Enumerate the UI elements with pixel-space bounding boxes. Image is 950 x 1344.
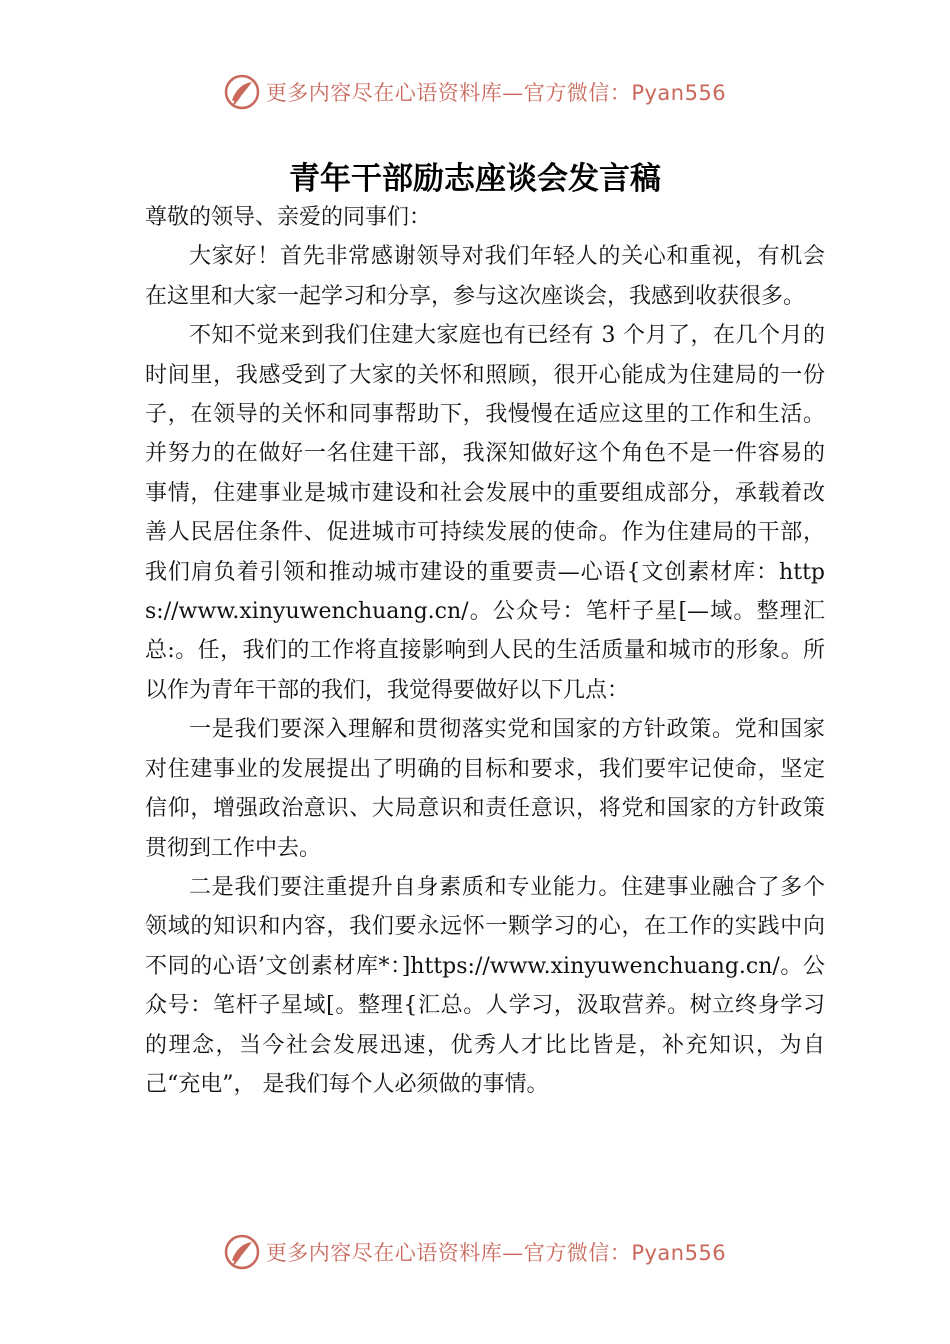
paragraph: 一是我们要深入理解和贯彻落实党和国家的方针政策。党和国家对住建事业的发展提出了明确的目标和要求，我们要牢记使命，坚定信仰，增强政治意识、大局意识和责任意识，将党和国家的方针政策贯彻到工作中去。 [145,717,825,861]
header-banner [0,70,950,114]
banner-text: 更多内容尽在心语资料库—官方微信：Pyan556 [265,1241,727,1265]
pen-logo-icon [224,1234,260,1270]
paragraph: 大家好！首先非常感谢领导对我们年轻人的关心和重视，有机会在这里和大家一起学习和分享，参与这次座谈会，我感到收获很多。 [145,244,825,309]
paragraph: 二是我们要注重提升自身素质和专业能力。住建事业融合了多个领域的知识和内容，我们要永远怀一颗学习的心，在工作的实践中向不同的心语’文创素材库*：]https://www.xinyuwenchuang.cn/。公众号：笔杆子星域[。整理{汇总。人学习，汲取营养。树立终身学习的理念，当今社会发展迅速，优秀人才比比皆是，补充知识，为自己“充电”， 是我们每个人必须做的事情。 [145,874,825,1097]
wechat-handle: Pyan556 [631,1241,727,1265]
document-body [145,198,825,1104]
pen-logo-icon [224,74,260,110]
footer-banner [0,1230,950,1274]
document-title: 青年干部励志座谈会发言稿 [289,161,661,197]
salutation: 尊敬的领导、亲爱的同事们： [145,205,432,230]
paragraph: 不知不觉来到我们住建大家庭也有已经有 3 个月了，在几个月的时间里，我感受到了大家的关怀和照顾，很开心能成为住建局的一份子，在领导的关怀和同事帮助下，我慢慢在适应这里的工作和生活。并努力的在做好一名住建干部，我深知做好这个角色不是一件容易的事情，住建事业是城市建设和社会发展中的重要组成部分，承载着改善人民居住条件、促进城市可持续发展的使命。作为住建局的干部，我们肩负着引领和推动城市建设的重要责—心语{文创素材库：https://www.xinyuwenchuang.cn/。公众号：笔杆子星[—域。整理汇总:。任，我们的工作将直接影响到人民的生活质量和城市的形象。所以作为青年干部的我们，我觉得要做好以下几点： [145,323,825,703]
wechat-handle: Pyan556 [631,81,727,105]
banner-text: 更多内容尽在心语资料库—官方微信：Pyan556 [265,81,727,105]
